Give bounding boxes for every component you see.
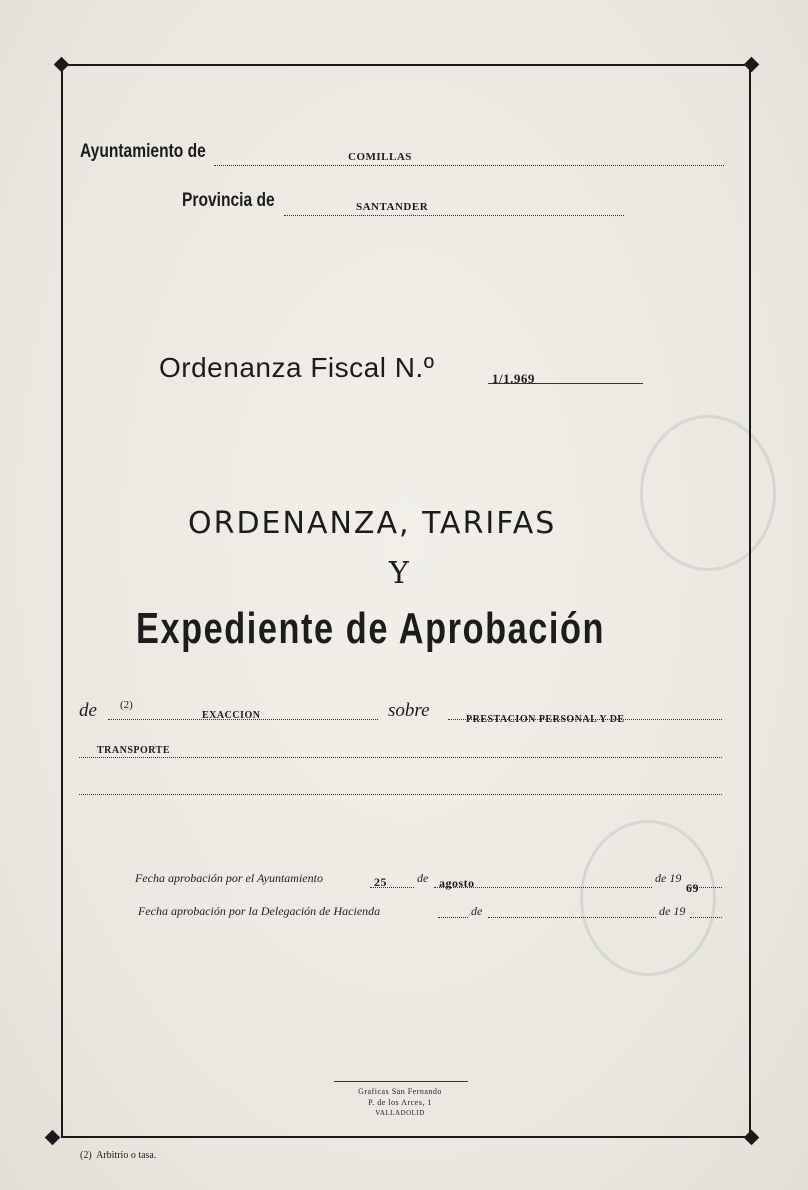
date-hacienda-de2: de 19 [659, 904, 686, 918]
subject-de-value: EXACCION [202, 710, 261, 721]
date-ayto-label: Fecha aprobación por el Ayuntamiento [135, 871, 323, 885]
subject-de-note: (2) [120, 699, 133, 711]
imprint-rule [334, 1081, 468, 1082]
fiscal-number: 1/1.969 [492, 371, 535, 386]
subject-blank-line [79, 794, 722, 795]
date-ayto-de2: de 19 [655, 871, 682, 885]
subject-sobre-label: sobre [388, 700, 430, 721]
date-hacienda-de1: de [471, 904, 483, 918]
ayuntamiento-label: Ayuntamiento de [80, 141, 206, 162]
date-ayto-day: 25 [374, 875, 387, 889]
date-hacienda-day-line [438, 917, 468, 918]
date-ayto-year: 69 [686, 881, 699, 895]
imprint-line-1: Graficas San Fernando [358, 1087, 442, 1096]
date-ayto-month: agosto [439, 876, 475, 890]
frame-corner-bottom-left [45, 1130, 61, 1146]
provincia-label: Provincia de [182, 190, 275, 211]
subject-continued-line [79, 757, 722, 758]
provincia-value: SANTANDER [356, 201, 429, 213]
provincia-line [284, 215, 624, 216]
ayuntamiento-line [214, 165, 724, 166]
title-ordenanza-tarifas: ORDENANZA, TARIFAS [188, 506, 557, 541]
subject-sobre-value: PRESTACION PERSONAL Y DE [466, 714, 625, 725]
imprint-line-2: P. de los Arces, 1 [368, 1098, 432, 1107]
imprint-line-3: VALLADOLID [375, 1109, 425, 1117]
fiscal-label: Ordenanza Fiscal N.º [159, 352, 435, 383]
page-frame [61, 64, 751, 1138]
subject-de-label: de [79, 700, 97, 721]
date-ayto-de1: de [417, 871, 429, 885]
date-hacienda-month-line [488, 917, 656, 918]
ayuntamiento-value: COMILLAS [348, 151, 412, 163]
imprint-block [320, 1086, 480, 1119]
date-hacienda-label: Fecha aprobación por la Delegación de Hacienda [138, 904, 381, 918]
title-expediente: Expediente de Aprobación [136, 604, 606, 653]
subject-continued-value: TRANSPORTE [97, 745, 170, 756]
title-y: Y [389, 556, 409, 591]
date-hacienda-year-line [690, 917, 722, 918]
footnote: (2) Arbitrio o tasa. [80, 1150, 157, 1161]
